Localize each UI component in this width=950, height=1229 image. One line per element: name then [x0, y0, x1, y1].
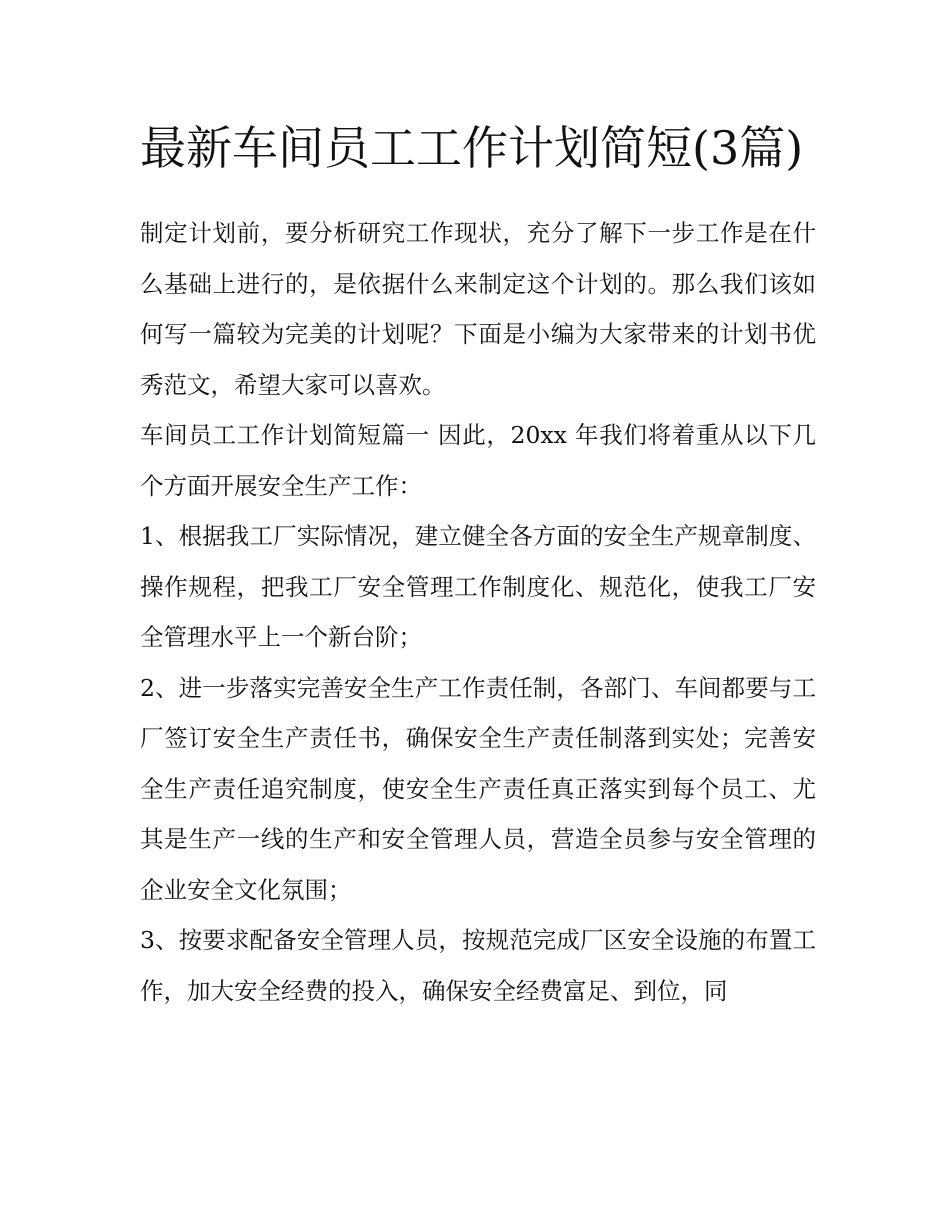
list-item-2: 2、进一步落实完善安全生产工作责任制，各部门、车间都要与工厂签订安全生产责任书，确保安全生产责任制落到实处；完善安全生产责任追究制度，使安全生产责任真正落实到每个员工、尤其是生产一线的生产和安全管理人员，营造全员参与安全管理的企业安全文化氛围； [140, 673, 816, 904]
document-page [140, 112, 816, 1016]
document-title: 最新车间员工工作计划简短(3篇) [140, 121, 804, 175]
intro-paragraph: 制定计划前，要分析研究工作现状，充分了解下一步工作是在什么基础上进行的，是依据什么来制定这个计划的。那么我们该如何写一篇较为完美的计划呢？下面是小编为大家带来的计划书优秀范文，希望大家可以喜欢。 [140, 219, 816, 399]
list-item-3: 3、按要求配备安全管理人员，按规范完成厂区安全设施的布置工作，加大安全经费的投入，确保安全经费富足、到位，同 [140, 926, 816, 1005]
section-heading-paragraph: 车间员工工作计划简短篇一 因此，20xx 年我们将着重从以下几个方面开展安全生产工作： [140, 421, 816, 500]
list-item-1: 1、根据我工厂实际情况，建立健全各方面的安全生产规章制度、操作规程，把我工厂安全管理工作制度化、规范化，使我工厂安全管理水平上一个新台阶； [140, 522, 816, 651]
